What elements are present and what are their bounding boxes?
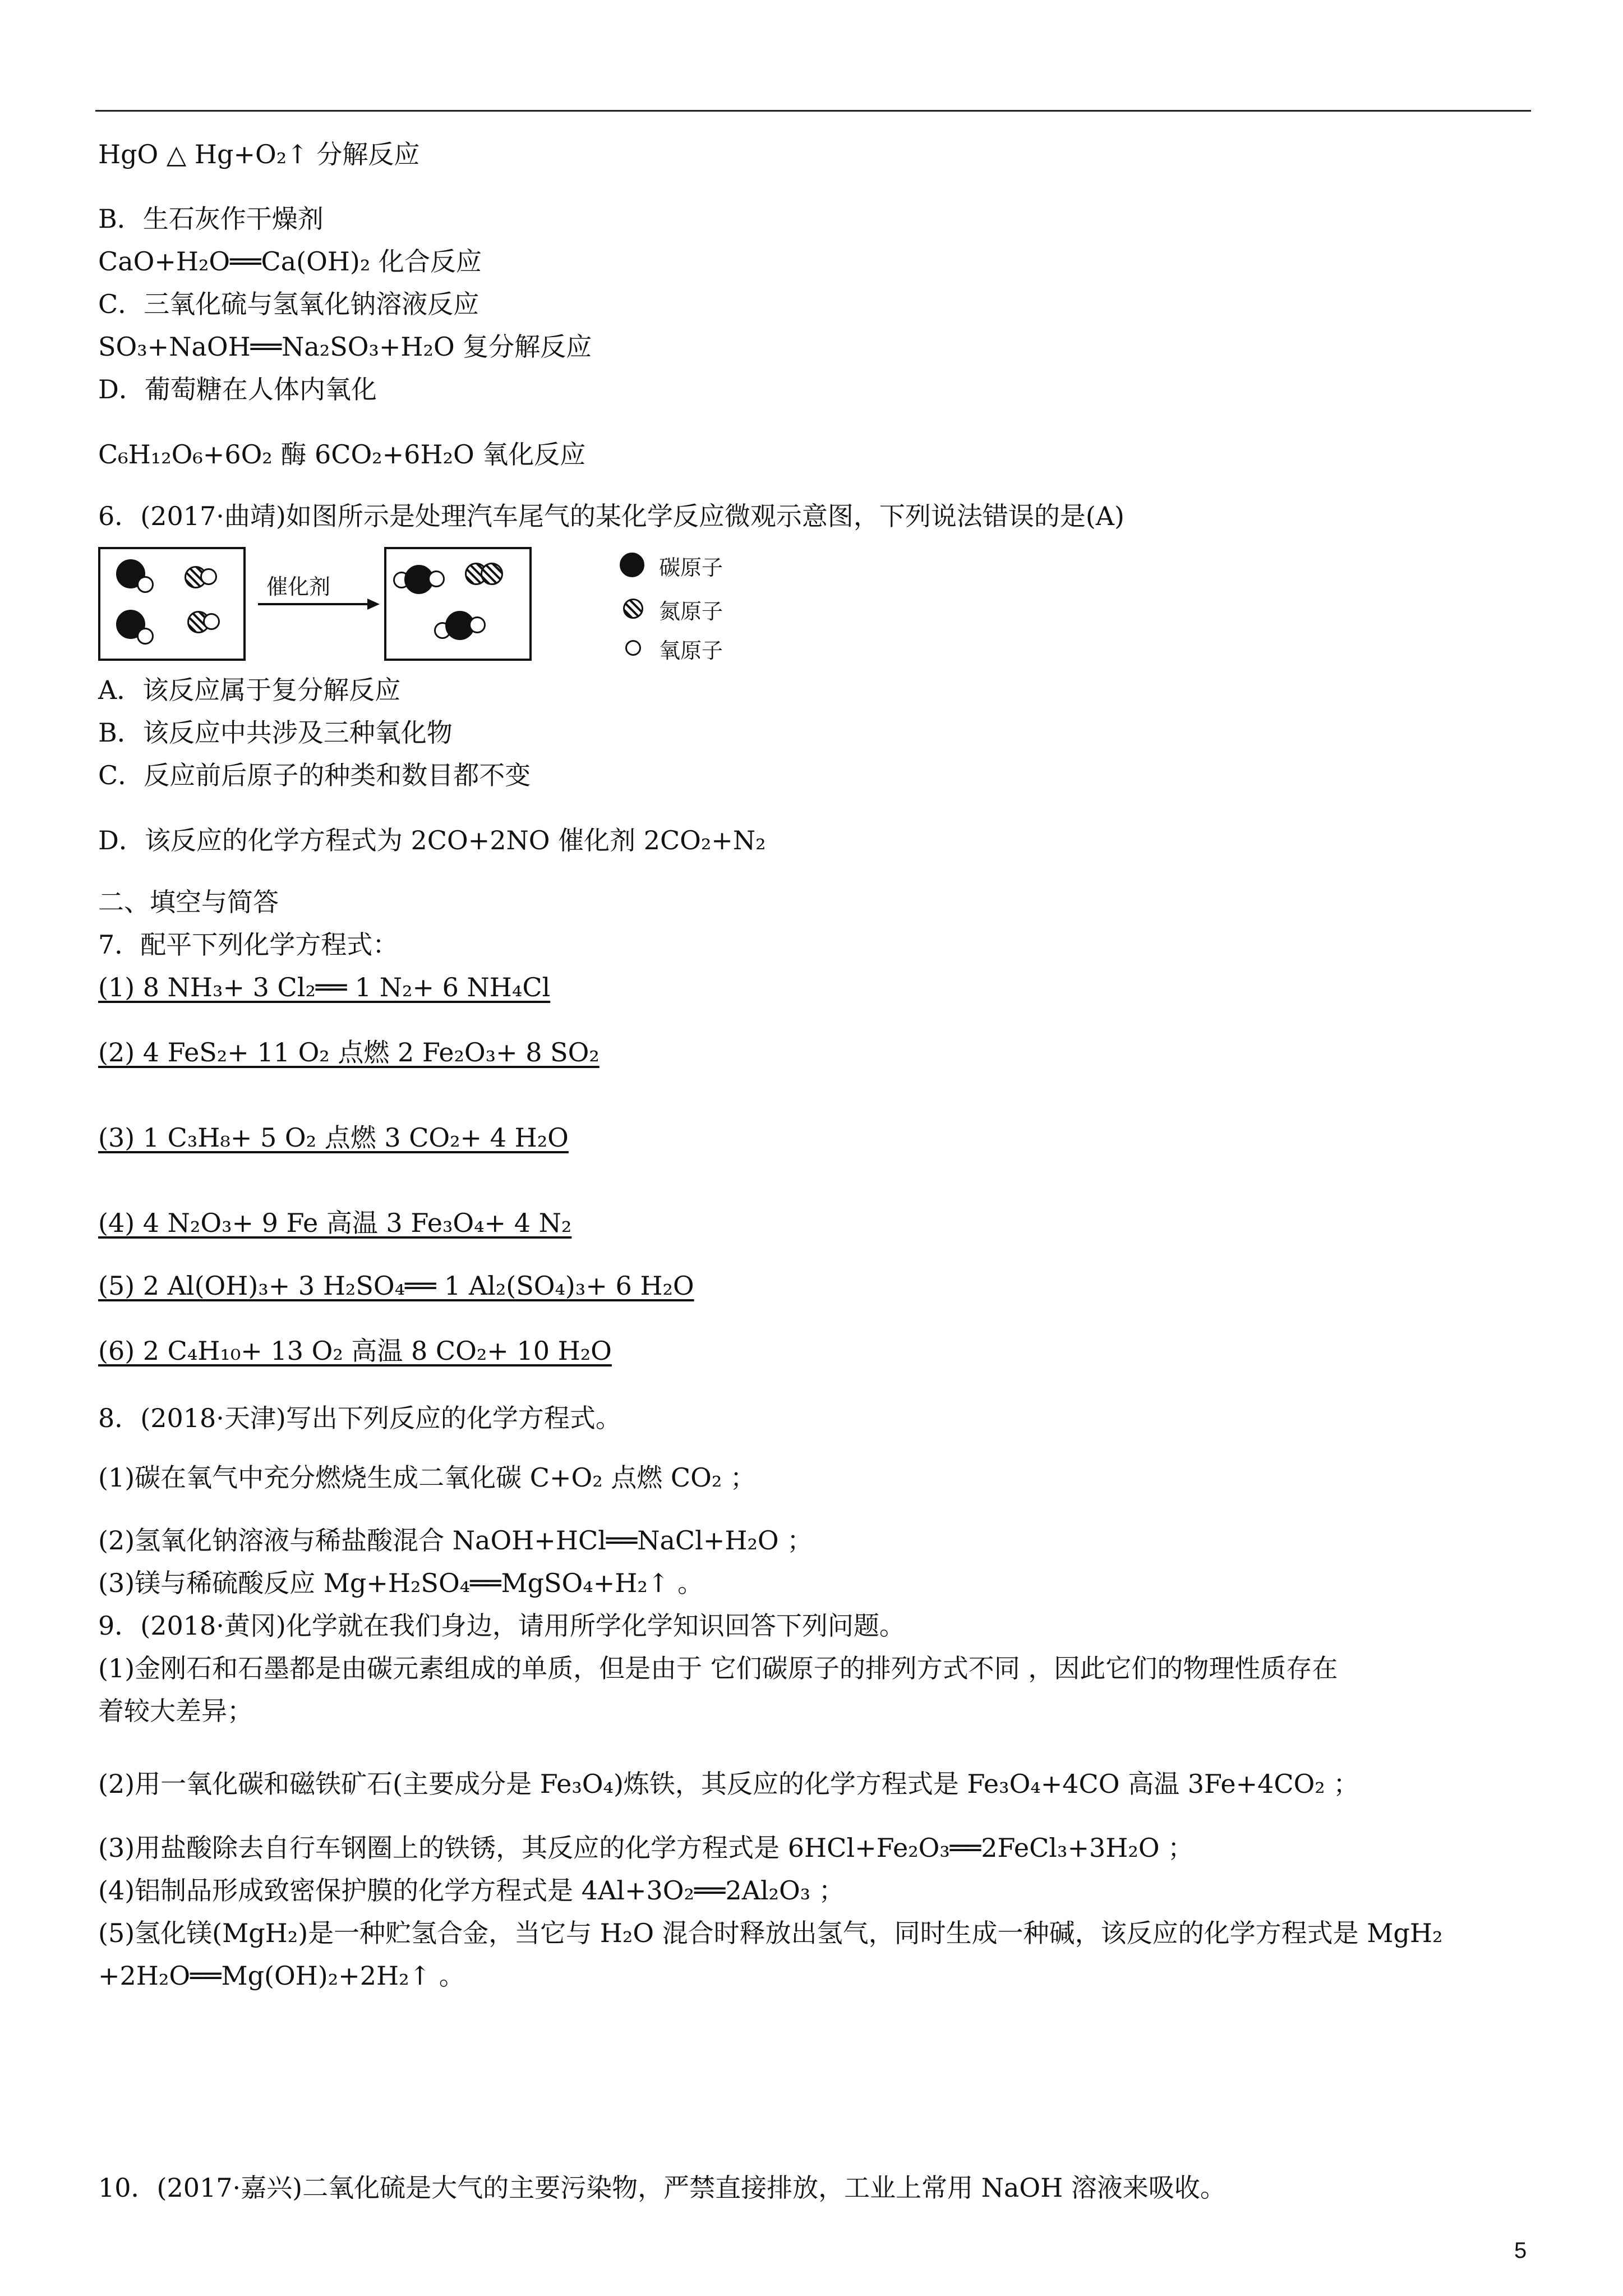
q7-item-2: (2) 4 FeS₂+ 11 O₂ 点燃 2 Fe₂O₃+ 8 SO₂ (98, 1037, 600, 1068)
question-10: 10．(2017·嘉兴)二氧化硫是大气的主要污染物，严禁直接排放，工业上常用 NaOH 溶液来吸收。 (98, 2173, 1226, 2203)
q7-item-3: (3) 1 C₃H₈+ 5 O₂ 点燃 3 CO₂+ 4 H₂O (98, 1122, 569, 1153)
q9-item-3: (3)用盐酸除去自行车钢圈上的铁锈，其反应的化学方程式是 6HCl+Fe₂O₃══2FeCl₃+3H₂O ； (98, 1833, 1194, 1863)
legend-carbon-label: 碳原子 (659, 555, 723, 580)
option-d-text: D．葡萄糖在人体内氧化 (98, 374, 377, 404)
option-b-text: B．生石灰作干燥剂 (98, 204, 324, 234)
header-rule (95, 110, 1531, 112)
oxygen-atom (428, 570, 445, 587)
q8-item-1: (1)碳在氧气中充分燃烧生成二氧化碳 C+O₂ 点燃 CO₂ ； (98, 1462, 756, 1493)
question-6: 6．(2017·曲靖)如图所示是处理汽车尾气的某化学反应微观示意图，下列说法错误的是(A) (98, 501, 1124, 531)
question-9: 9．(2018·黄冈)化学就在我们身边，请用所学化学知识回答下列问题。 (98, 1611, 905, 1641)
section-2-heading: 二、填空与简答 (98, 887, 279, 917)
arrow-head (367, 599, 380, 610)
legend-oxygen-label: 氧原子 (659, 638, 723, 663)
reactant-box (98, 547, 246, 661)
question-8: 8．(2018·天津)写出下列反应的化学方程式。 (98, 1403, 621, 1433)
q9-item-5-line-b: +2H₂O══Mg(OH)₂+2H₂↑ 。 (98, 1961, 465, 1991)
oxygen-atom (137, 576, 154, 593)
q9-item-1-line-a: (1)金刚石和石墨都是由碳元素组成的单质，但是由于 它们碳原子的排列方式不同 ，因此它们的物理性质存在 (98, 1653, 1338, 1683)
legend-nitrogen-label: 氮原子 (659, 599, 723, 624)
option-c-text: C．三氧化硫与氢氧化钠溶液反应 (98, 289, 479, 319)
oxygen-atom (203, 613, 220, 630)
question-7: 7．配平下列化学方程式： (98, 930, 399, 960)
option-6a: A．该反应属于复分解反应 (98, 675, 401, 705)
nitrogen-atom (481, 563, 503, 585)
equation-glucose: C₆H₁₂O₆+6O₂ 酶 6CO₂+6H₂O 氧化反应 (98, 439, 586, 470)
q9-item-2: (2)用一氧化碳和磁铁矿石(主要成分是 Fe₃O₄)炼铁，其反应的化学方程式是 Fe₃O₄+4CO 高温 3Fe+4CO₂ ； (98, 1769, 1359, 1799)
equation-hgo: HgO △ Hg+O₂↑ 分解反应 (98, 139, 420, 169)
q8-item-3: (3)镁与稀硫酸反应 Mg+H₂SO₄══MgSO₄+H₂↑ 。 (98, 1568, 703, 1598)
q9-item-1-line-b: 着较大差异； (98, 1696, 253, 1726)
option-6c: C．反应前后原子的种类和数目都不变 (98, 760, 531, 790)
reaction-micro-diagram (98, 547, 760, 665)
legend-oxygen-icon (625, 640, 641, 656)
oxygen-atom (200, 568, 217, 585)
equation-cao: CaO+H₂O══Ca(OH)₂ 化合反应 (98, 246, 482, 277)
q9-item-4: (4)铝制品形成致密保护膜的化学方程式是 4Al+3O₂══2Al₂O₃ ； (98, 1875, 845, 1906)
q9-item-5-line-a: (5)氢化镁(MgH₂)是一种贮氢合金，当它与 H₂O 混合时释放出氢气，同时生成一种碱，该反应的化学方程式是 MgH₂ (98, 1918, 1443, 1948)
q7-item-6: (6) 2 C₄H₁₀+ 13 O₂ 高温 8 CO₂+ 10 H₂O (98, 1336, 612, 1366)
q7-item-1: (1) 8 NH₃+ 3 Cl₂══ 1 N₂+ 6 NH₄Cl (98, 972, 551, 1002)
option-6d: D．该反应的化学方程式为 2CO+2NO 催化剂 2CO₂+N₂ (98, 825, 766, 855)
legend-nitrogen-icon (623, 599, 643, 619)
product-box (384, 547, 532, 661)
q8-item-2: (2)氢氧化钠溶液与稀盐酸混合 NaOH+HCl══NaCl+H₂O ； (98, 1525, 813, 1556)
q7-item-4: (4) 4 N₂O₃+ 9 Fe 高温 3 Fe₃O₄+ 4 N₂ (98, 1208, 572, 1238)
arrow-line (258, 603, 370, 605)
arrow-label: 催化剂 (266, 574, 331, 599)
equation-so3: SO₃+NaOH══Na₂SO₃+H₂O 复分解反应 (98, 332, 592, 362)
legend-carbon-icon (620, 553, 644, 577)
page-number: 5 (1514, 2238, 1527, 2263)
oxygen-atom (137, 628, 154, 645)
q7-item-5: (5) 2 Al(OH)₃+ 3 H₂SO₄══ 1 Al₂(SO₄)₃+ 6 H₂O (98, 1271, 694, 1301)
oxygen-atom (469, 616, 486, 633)
option-6b: B．该反应中共涉及三种氧化物 (98, 717, 453, 748)
